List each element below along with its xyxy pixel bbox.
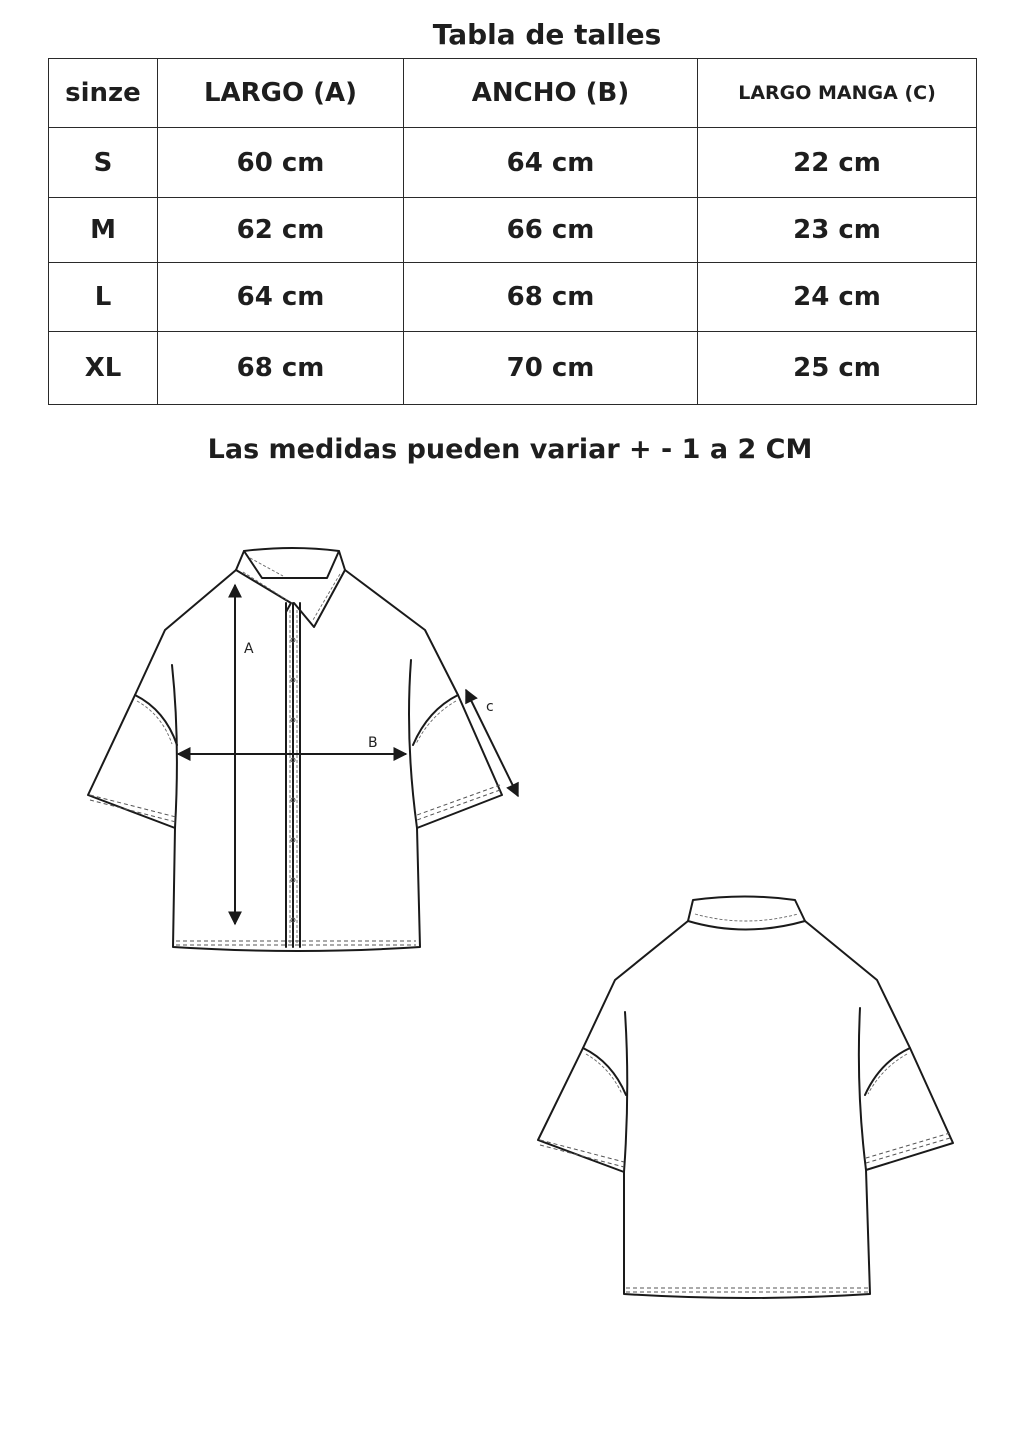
label-c: c bbox=[486, 699, 494, 715]
shirt-back-illustration bbox=[538, 897, 953, 1299]
header-largo-manga: LARGO MANGA (C) bbox=[698, 59, 977, 128]
cell-manga: 25 cm bbox=[698, 332, 977, 405]
measurement-note: Las medidas pueden variar + - 1 a 2 CM bbox=[207, 434, 813, 465]
cell-size: XL bbox=[49, 332, 158, 405]
cell-ancho: 64 cm bbox=[404, 128, 698, 198]
cell-largo: 60 cm bbox=[158, 128, 404, 198]
cell-ancho: 70 cm bbox=[404, 332, 698, 405]
cell-size: M bbox=[49, 198, 158, 263]
cell-largo: 62 cm bbox=[158, 198, 404, 263]
cell-manga: 22 cm bbox=[698, 128, 977, 198]
cell-ancho: 68 cm bbox=[404, 263, 698, 332]
cell-ancho: 66 cm bbox=[404, 198, 698, 263]
header-largo: LARGO (A) bbox=[158, 59, 404, 128]
label-a: A bbox=[244, 641, 254, 657]
cell-manga: 24 cm bbox=[698, 263, 977, 332]
header-size: sinze bbox=[49, 59, 158, 128]
cell-largo: 68 cm bbox=[158, 332, 404, 405]
shirt-front-illustration bbox=[88, 548, 502, 951]
cell-manga: 23 cm bbox=[698, 198, 977, 263]
cell-size: S bbox=[49, 128, 158, 198]
label-b: B bbox=[368, 735, 378, 751]
header-ancho: ANCHO (B) bbox=[404, 59, 698, 128]
cell-size: L bbox=[49, 263, 158, 332]
cell-largo: 64 cm bbox=[158, 263, 404, 332]
page-title: Tabla de talles bbox=[432, 18, 662, 51]
